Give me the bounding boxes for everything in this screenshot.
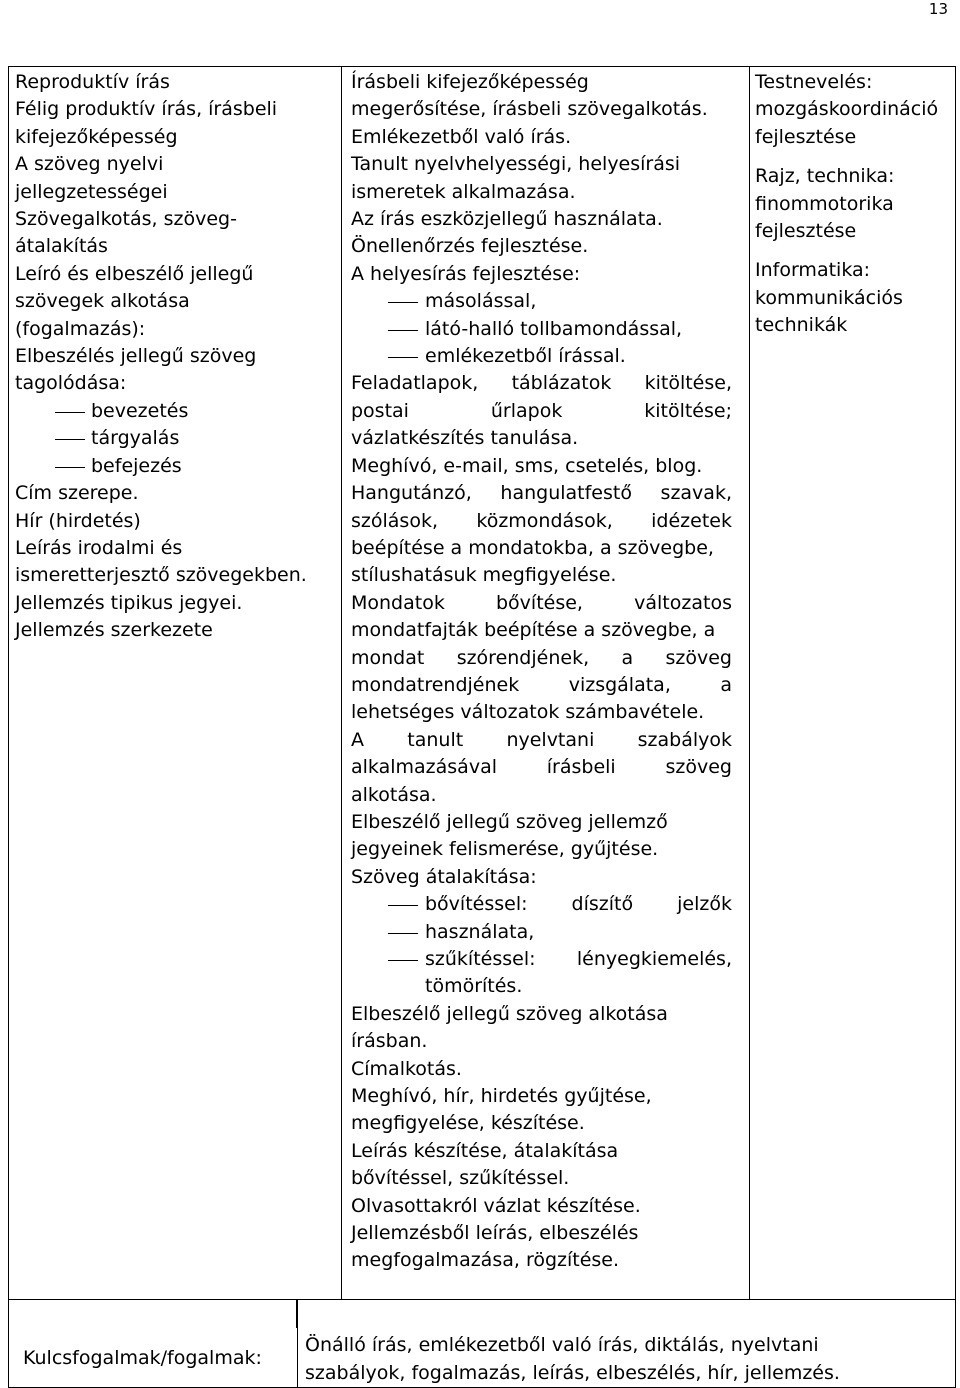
word: idézetek (651, 509, 732, 532)
topics-cell (9, 67, 331, 645)
topic-line: Hír (hirdetés) (15, 509, 141, 532)
activity-line: Olvasottakról vázlat készítése. (351, 1194, 641, 1217)
word: űrlapok (490, 399, 563, 422)
topic-line: tagolódása: (15, 372, 127, 395)
activity-line: Tanult nyelvhelyességi, helyesírási (351, 153, 681, 176)
word: A (351, 728, 364, 751)
word: kitöltése, (644, 372, 732, 395)
word: használata, (425, 920, 535, 943)
activity-line-justified (351, 645, 732, 672)
topic-line: Leíró és elbeszélő jellegű (15, 262, 254, 285)
word: szöveg (665, 756, 732, 779)
word: nyelvtani (506, 728, 595, 751)
activity-line: stílushatásuk megfigyelése. (351, 564, 617, 587)
activity-line: írásban. (351, 1030, 428, 1053)
activity-line: jegyeinek felismerése, gyűjtése. (351, 838, 659, 861)
activity-line: Emlékezetből való írás. (351, 125, 572, 148)
topic-line: (fogalmazás): (15, 317, 146, 340)
topic-line: Reproduktív írás (15, 71, 170, 93)
word: díszítő (571, 893, 634, 916)
word: lényegkiemelés, (576, 948, 732, 970)
word: tanult (407, 728, 464, 751)
keywords-table (8, 1300, 956, 1388)
topic-line: A szöveg nyelvi (15, 153, 164, 176)
word: szavak, (660, 482, 732, 505)
connection-line: Informatika: (755, 259, 871, 282)
word: közmondások, (476, 509, 613, 532)
activity-line-justified (351, 672, 732, 699)
activity-line: vázlatkészítés tanulása. (351, 427, 579, 450)
dash-list-item: látó-halló tollbamondással, (351, 316, 732, 343)
word: szólások, (351, 509, 438, 532)
word: kitöltése; (644, 399, 732, 422)
dash-list-item (351, 946, 732, 973)
activities-cell (342, 67, 732, 1275)
word: szöveg (665, 646, 732, 669)
dash-list-item: másolással, (351, 288, 732, 315)
connection-line: fejlesztése (755, 220, 857, 243)
activity-line: megfigyelése, készítése. (351, 1112, 585, 1135)
column-activities (342, 67, 750, 1299)
keywords-label-cell (9, 1300, 298, 1387)
word: bővítése, (496, 591, 583, 614)
topic-line: Elbeszélés jellegű szöveg (15, 345, 257, 368)
word: a (621, 646, 634, 669)
topic-line: ismeretterjesztő szövegekben. (15, 564, 307, 587)
activity-line: Jellemzésből leírás, elbeszélés (351, 1222, 639, 1245)
activity-line: Címalkotás. (351, 1057, 462, 1080)
activity-line: lehetséges változatok számbavétele. (351, 701, 705, 724)
connections-cell (750, 67, 955, 340)
dash-list-item (351, 891, 732, 918)
activity-line: megerősítése, írásbeli szövegalkotás. (351, 98, 708, 121)
word: hangulatfestő (500, 482, 632, 505)
word: Feladatlapok, (351, 372, 479, 395)
keywords-label: Kulcsfogalmak/fogalmak: (23, 1347, 262, 1369)
page-number: 13 (928, 0, 948, 18)
connection-line: fejlesztése (755, 125, 857, 148)
word: írásbeli (546, 756, 616, 779)
connection-line: mozgáskoordináció (755, 98, 939, 121)
word: mondatrendjének (351, 673, 520, 696)
word: vizsgálata, (568, 673, 671, 696)
topic-line: Leírás irodalmi és (15, 536, 183, 559)
word: mondat (351, 646, 425, 669)
topic-line: Jellemzés tipikus jegyei. (15, 591, 243, 614)
word: változatos (634, 591, 732, 614)
activity-line: beépítése a mondatokba, a szövegbe, (351, 536, 714, 559)
topic-line: szövegek alkotása (15, 290, 190, 313)
activity-line: Meghívó, hír, hirdetés gyűjtése, (351, 1085, 652, 1108)
word: bővítéssel: (425, 893, 528, 916)
activity-line-justified (351, 508, 732, 535)
word: táblázatok (511, 372, 612, 395)
connection-line: kommunikációs (755, 286, 903, 309)
activity-line: Elbeszélő jellegű szöveg jellemző (351, 810, 668, 833)
topic-line: átalakítás (15, 235, 108, 258)
activity-line: megfogalmazása, rögzítése. (351, 1249, 620, 1272)
activity-line: bővítéssel, szűkítéssel. (351, 1167, 570, 1190)
activity-line: Írásbeli kifejezőképesség (351, 71, 589, 93)
activity-line: Meghívó, e-mail, sms, csetelés, blog. (351, 454, 703, 477)
topic-line: Jellemzés szerkezete (15, 619, 213, 642)
topic-line: Félig produktív írás, írásbeli (15, 98, 278, 121)
connection-line: Rajz, technika: (755, 165, 895, 188)
dash-list-item-continuation: tömörítés. (425, 975, 523, 998)
dash-list-item: befejezés (15, 453, 331, 480)
keywords-text (305, 1331, 840, 1387)
activity-line: alkotása. (351, 783, 437, 806)
topic-line: jellegzetességei (15, 180, 168, 203)
connection-line: finommotorika (755, 192, 894, 215)
curriculum-table (8, 66, 956, 1300)
dash-list-item: emlékezetből írással. (351, 343, 732, 370)
activity-line-justified (351, 480, 732, 507)
word: Hangutánzó, (351, 482, 472, 505)
word: jelzők (677, 893, 732, 916)
word: szórendjének, (456, 646, 590, 669)
activity-line: Önellenőrzés fejlesztése. (351, 235, 589, 258)
word: alkalmazásával (351, 756, 497, 779)
column-topics (9, 67, 342, 1299)
activity-line-justified (351, 754, 732, 781)
activity-line: Szöveg átalakítása: (351, 865, 537, 888)
keywords-line: szabályok, fogalmazás, leírás, elbeszélés, hír, jellemzés. (305, 1362, 840, 1384)
activity-line: Leírás készítése, átalakítása (351, 1139, 619, 1162)
topic-line: Szövegalkotás, szöveg- (15, 208, 237, 231)
dash-list-item: bevezetés (15, 398, 331, 425)
word: szabályok (637, 728, 732, 751)
topic-line: Cím szerepe. (15, 482, 139, 505)
column-connections (750, 67, 955, 1299)
keywords-line: Önálló írás, emlékezetből való írás, diktálás, nyelvtani (305, 1334, 819, 1356)
activity-line: A helyesírás fejlesztése: (351, 262, 581, 285)
dash-list-item-continuation (351, 919, 732, 946)
activity-line: Az írás eszközjellegű használata. (351, 208, 663, 231)
dash-list-item: tárgyalás (15, 425, 331, 452)
word: szűkítéssel: (425, 948, 536, 970)
activity-line-justified (351, 370, 732, 397)
connection-line: Testnevelés: (755, 71, 873, 93)
activity-line: ismeretek alkalmazása. (351, 180, 576, 203)
activity-line-justified (351, 398, 732, 425)
activity-line: Elbeszélő jellegű szöveg alkotása (351, 1002, 668, 1025)
topic-line: kifejezőképesség (15, 125, 178, 148)
connection-line: technikák (755, 314, 848, 337)
word: Mondatok (351, 591, 445, 614)
activity-line: mondatfajták beépítése a szövegbe, a (351, 619, 716, 642)
word: a (720, 673, 732, 696)
activity-line-justified (351, 727, 732, 754)
word: postai (351, 399, 409, 422)
keywords-value-cell (298, 1300, 955, 1387)
activity-line-justified (351, 590, 732, 617)
